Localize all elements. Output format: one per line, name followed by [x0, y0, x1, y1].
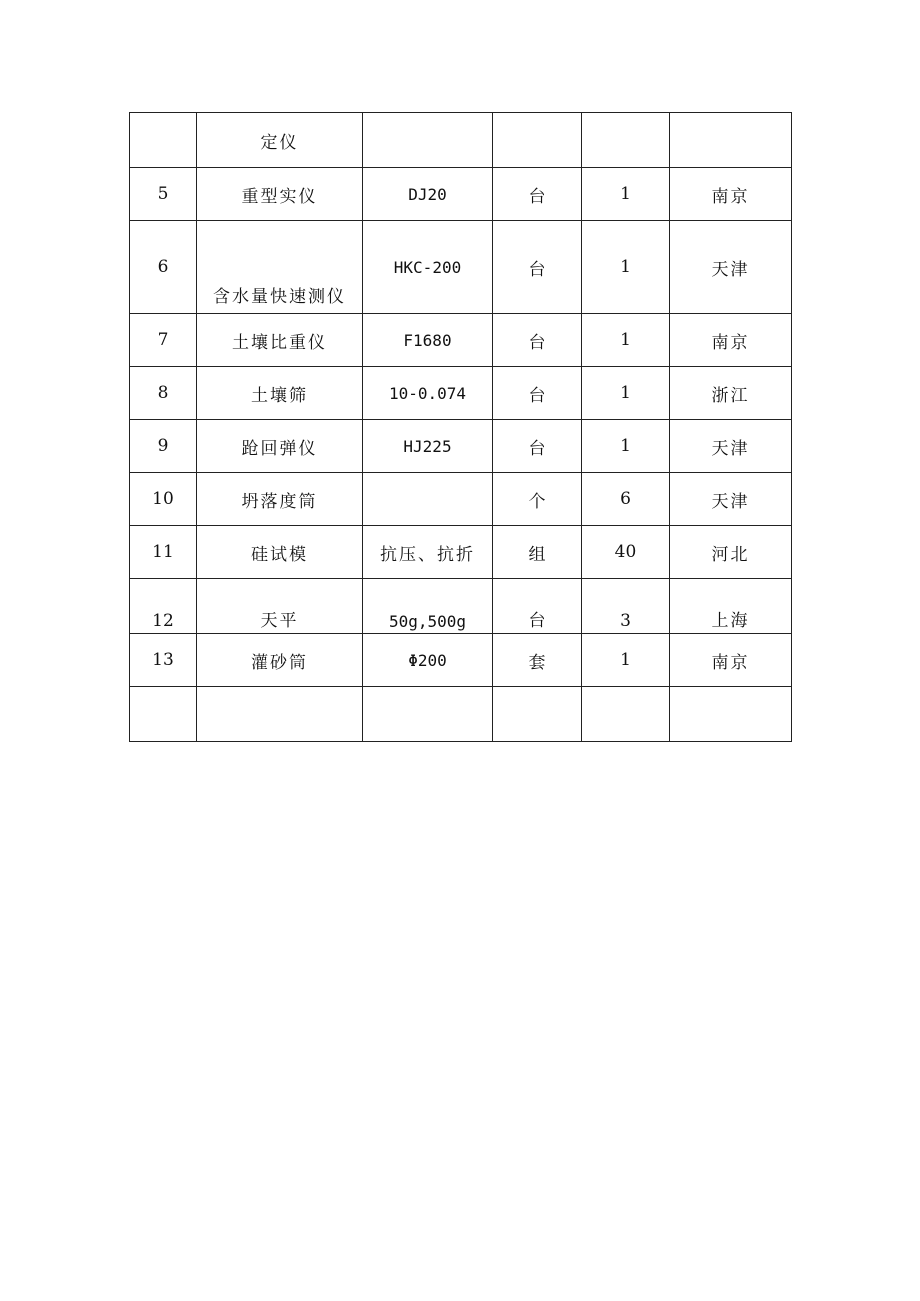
table-row [130, 473, 792, 526]
table-row [130, 168, 792, 221]
table-row [130, 367, 792, 420]
cell-name: 坍落度筒 [197, 473, 363, 526]
cell-origin: 上海 [670, 579, 792, 634]
cell-qty: 3 [582, 579, 670, 634]
cell-no [130, 113, 197, 168]
cell-origin [670, 687, 792, 742]
cell-origin: 天津 [670, 473, 792, 526]
cell-no: 10 [130, 473, 197, 526]
cell-origin: 浙江 [670, 367, 792, 420]
cell-qty: 1 [582, 314, 670, 367]
cell-model [363, 687, 493, 742]
cell-unit: 套 [493, 634, 582, 687]
table-row [130, 526, 792, 579]
cell-qty: 1 [582, 367, 670, 420]
cell-unit: 台 [493, 579, 582, 634]
cell-name: 土壤筛 [197, 367, 363, 420]
cell-origin: 天津 [670, 420, 792, 473]
cell-name: 天平 [197, 579, 363, 634]
cell-model [363, 473, 493, 526]
cell-name [197, 221, 363, 314]
cell-qty [582, 687, 670, 742]
cell-model: 抗压、抗折 [363, 526, 493, 579]
table-row [130, 579, 792, 634]
cell-name: 土壤比重仪 [197, 314, 363, 367]
cell-name: 硅试模 [197, 526, 363, 579]
cell-no: 13 [130, 634, 197, 687]
cell-model: Φ200 [363, 634, 493, 687]
cell-no: 7 [130, 314, 197, 367]
table-row [130, 687, 792, 742]
cell-name: 跄回弹仪 [197, 420, 363, 473]
cell-origin [670, 113, 792, 168]
cell-qty: 1 [582, 221, 670, 314]
cell-model: HKC-200 [363, 221, 493, 314]
cell-unit: 组 [493, 526, 582, 579]
cell-unit: 台 [493, 314, 582, 367]
cell-name [197, 687, 363, 742]
cell-name: 重型实仪 [197, 168, 363, 221]
cell-origin: 南京 [670, 168, 792, 221]
cell-unit [493, 687, 582, 742]
cell-name: 灌砂筒 [197, 634, 363, 687]
cell-model: 10-0.074 [363, 367, 493, 420]
cell-model: DJ20 [363, 168, 493, 221]
cell-qty: 1 [582, 634, 670, 687]
table-row [130, 314, 792, 367]
cell-qty: 1 [582, 168, 670, 221]
table-row [130, 221, 792, 314]
cell-no: 11 [130, 526, 197, 579]
cell-model [363, 113, 493, 168]
table-row [130, 113, 792, 168]
cell-origin: 天津 [670, 221, 792, 314]
cell-unit: 台 [493, 420, 582, 473]
cell-qty: 1 [582, 420, 670, 473]
cell-model: HJ225 [363, 420, 493, 473]
cell-no: 6 [130, 221, 197, 314]
cell-qty: 40 [582, 526, 670, 579]
cell-qty: 6 [582, 473, 670, 526]
table-row [130, 634, 792, 687]
cell-model: F1680 [363, 314, 493, 367]
cell-no: 5 [130, 168, 197, 221]
cell-unit: 台 [493, 221, 582, 314]
equipment-table [129, 112, 792, 742]
cell-origin: 南京 [670, 314, 792, 367]
cell-name: 定仪 [197, 113, 363, 168]
cell-model: 50g,500g [363, 579, 493, 634]
cell-no: 8 [130, 367, 197, 420]
cell-no [130, 687, 197, 742]
cell-no: 9 [130, 420, 197, 473]
cell-unit: 台 [493, 367, 582, 420]
cell-qty [582, 113, 670, 168]
cell-origin: 南京 [670, 634, 792, 687]
cell-unit [493, 113, 582, 168]
table-row [130, 420, 792, 473]
cell-origin: 河北 [670, 526, 792, 579]
cell-unit: 台 [493, 168, 582, 221]
cell-unit: 个 [493, 473, 582, 526]
cell-no: 12 [130, 579, 197, 634]
cell-name-text: 含水量快速测仪 [213, 287, 346, 307]
